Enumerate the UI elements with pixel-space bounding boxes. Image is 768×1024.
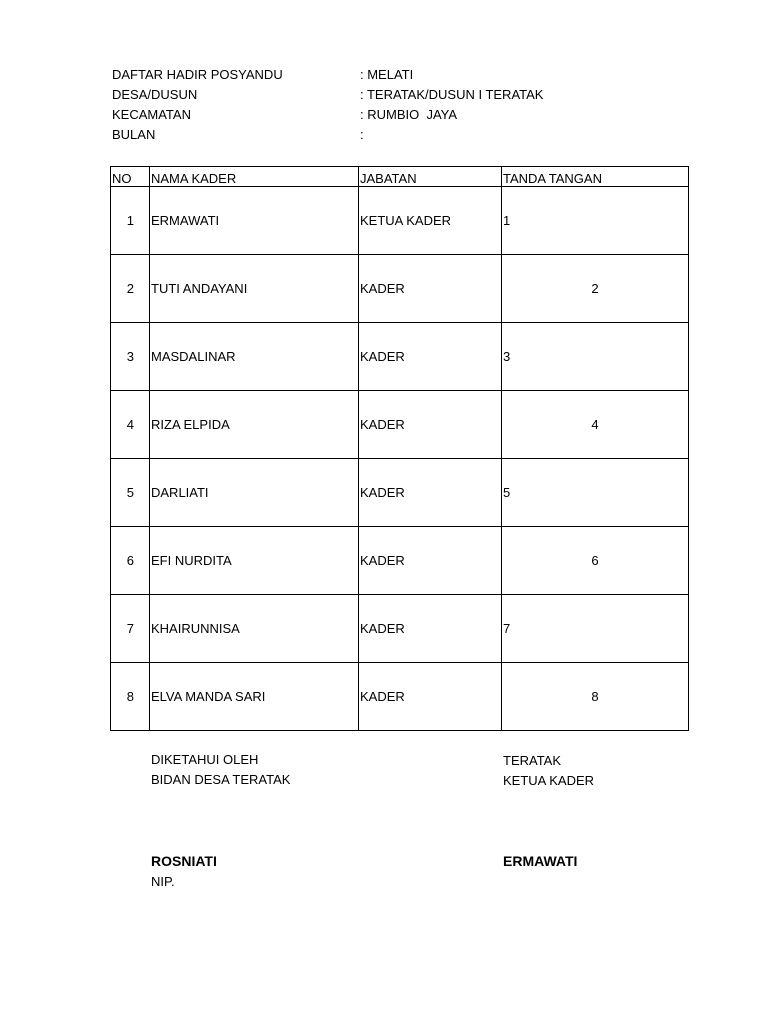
header-value: : bbox=[360, 127, 364, 142]
row-name: ERMAWATI bbox=[150, 187, 359, 255]
attendance-table bbox=[110, 166, 689, 731]
row-name: ELVA MANDA SARI bbox=[150, 663, 359, 731]
table-row bbox=[111, 663, 689, 731]
column-header-position: JABATAN bbox=[359, 167, 502, 187]
row-position: KADER bbox=[359, 459, 502, 527]
header-value: : TERATAK/DUSUN I TERATAK bbox=[360, 87, 544, 102]
row-number: 2 bbox=[111, 255, 150, 323]
column-header-no: NO bbox=[111, 167, 150, 187]
footer-right-line2: KETUA KADER bbox=[503, 773, 595, 788]
header-value: : MELATI bbox=[360, 67, 414, 82]
row-name: DARLIATI bbox=[150, 459, 359, 527]
header-row-posyandu bbox=[112, 65, 672, 85]
footer-right-line1: TERATAK bbox=[503, 753, 562, 768]
footer-left-line1: DIKETAHUI OLEH bbox=[151, 752, 259, 767]
row-signature-number: 5 bbox=[502, 459, 689, 527]
row-position: KETUA KADER bbox=[359, 187, 502, 255]
row-signature-number: 6 bbox=[502, 527, 689, 595]
header-label: KECAMATAN bbox=[112, 107, 191, 122]
row-number: 4 bbox=[111, 391, 150, 459]
footer-left-nip: NIP. bbox=[151, 874, 175, 889]
row-number: 3 bbox=[111, 323, 150, 391]
table-row bbox=[111, 459, 689, 527]
row-signature-number: 4 bbox=[502, 391, 689, 459]
table-row bbox=[111, 391, 689, 459]
row-name: MASDALINAR bbox=[150, 323, 359, 391]
table-row bbox=[111, 595, 689, 663]
row-position: KADER bbox=[359, 391, 502, 459]
table-row bbox=[111, 255, 689, 323]
header-label: BULAN bbox=[112, 127, 156, 142]
row-signature-number: 8 bbox=[502, 663, 689, 731]
row-name: RIZA ELPIDA bbox=[150, 391, 359, 459]
column-header-signature: TANDA TANGAN bbox=[502, 167, 689, 187]
footer-right-name: ERMAWATI bbox=[503, 853, 578, 869]
column-header-name: NAMA KADER bbox=[150, 167, 359, 187]
row-signature-number: 7 bbox=[502, 595, 689, 663]
table-row bbox=[111, 527, 689, 595]
row-position: KADER bbox=[359, 255, 502, 323]
table-header-row bbox=[111, 167, 689, 187]
header-row-bulan bbox=[112, 125, 672, 145]
row-signature-number: 3 bbox=[502, 323, 689, 391]
table-row bbox=[111, 323, 689, 391]
row-number: 8 bbox=[111, 663, 150, 731]
header-label: DESA/DUSUN bbox=[112, 87, 198, 102]
row-signature-number: 2 bbox=[502, 255, 689, 323]
row-number: 1 bbox=[111, 187, 150, 255]
row-number: 5 bbox=[111, 459, 150, 527]
row-number: 6 bbox=[111, 527, 150, 595]
row-position: KADER bbox=[359, 595, 502, 663]
header-row-desa bbox=[112, 85, 672, 105]
row-signature-number: 1 bbox=[502, 187, 689, 255]
row-name: EFI NURDITA bbox=[150, 527, 359, 595]
footer-left-name: ROSNIATI bbox=[151, 853, 217, 869]
row-position: KADER bbox=[359, 323, 502, 391]
footer-left-line2: BIDAN DESA TERATAK bbox=[151, 772, 291, 787]
row-name: KHAIRUNNISA bbox=[150, 595, 359, 663]
table-row bbox=[111, 187, 689, 255]
row-number: 7 bbox=[111, 595, 150, 663]
header-row-kecamatan bbox=[112, 105, 672, 125]
header-value: : RUMBIO JAYA bbox=[360, 107, 458, 122]
row-name: TUTI ANDAYANI bbox=[150, 255, 359, 323]
row-position: KADER bbox=[359, 527, 502, 595]
header-label: DAFTAR HADIR POSYANDU bbox=[112, 67, 283, 82]
row-position: KADER bbox=[359, 663, 502, 731]
